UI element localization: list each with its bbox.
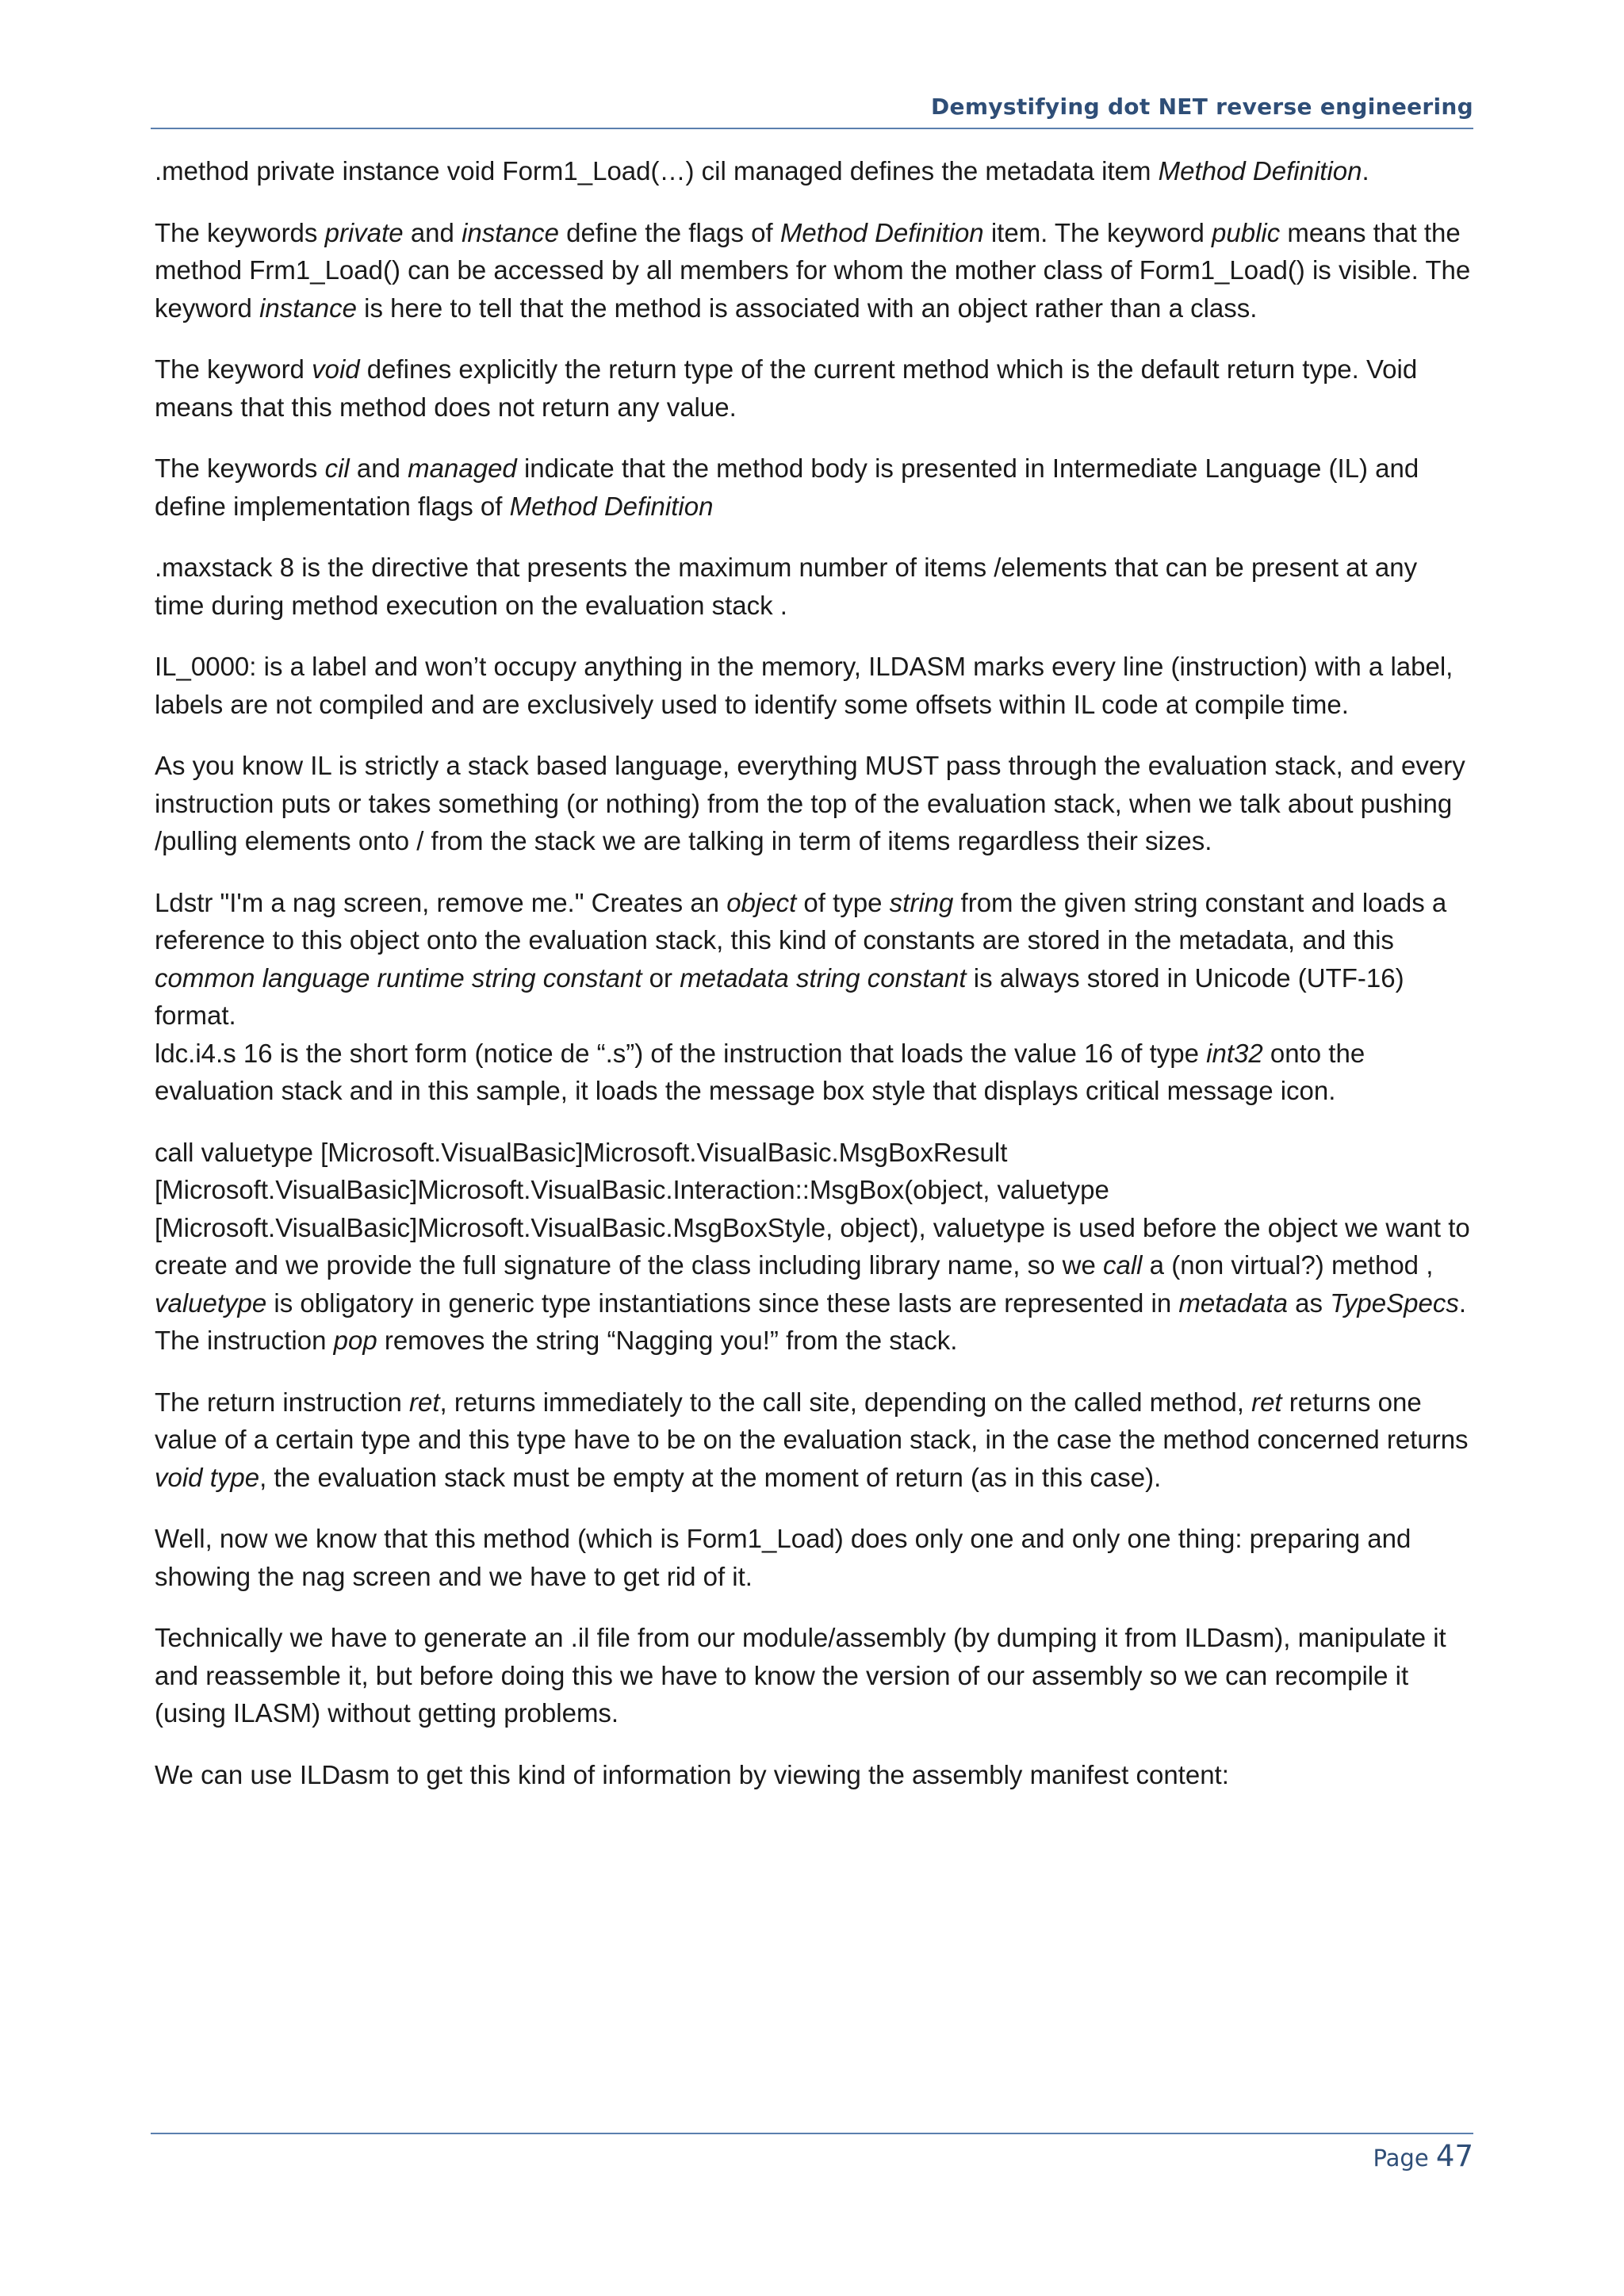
paragraph-ildasm-manifest: We can use ILDasm to get this kind of information by viewing the assembly manifest content: bbox=[155, 1759, 1229, 1789]
paragraph-il-label: IL_0000: is a label and won’t occupy anything in the memory, ILDASM marks every line (instruction) with a label, labels are not compiled and are exclusively used to identify some offsets within IL code at compile time. bbox=[155, 652, 1454, 719]
paragraph-maxstack: .maxstack 8 is the directive that presents the maximum number of items /elements that can be present at any time during method execution on the evaluation stack . bbox=[155, 553, 1418, 620]
paragraph-method-flags: The keywords private and instance define the flags of Method Definition item. The keyword public means that the method Frm1_Load() can be accessed by all members for whom the mother class of Form1_Load() is visible. The keyword instance is here to tell that the method is associated with an object rather than a class. bbox=[155, 217, 1471, 323]
paragraph-form1-load-summary: Well, now we know that this method (which is Form1_Load) does only one and only one thing: preparing and showing the nag screen and we have to get rid of it. bbox=[155, 1524, 1411, 1591]
body-text bbox=[155, 152, 1473, 1817]
paragraph-stack-based: As you know IL is strictly a stack based language, everything MUST pass through the evaluation stack, and every instruction puts or takes something (or nothing) from the top of the evaluation stack, when we talk about pushing /pulling elements onto / from the stack we are talking in term of items regardless their sizes. bbox=[155, 751, 1465, 855]
footer-divider bbox=[151, 2133, 1473, 2134]
paragraph-void-keyword: The keyword void defines explicitly the return type of the current method which is the default return type. Void means that this method does not return any value. bbox=[155, 354, 1418, 422]
paragraph-pop: The instruction pop removes the string “Nagging you!” from the stack. bbox=[155, 1326, 958, 1355]
paragraph-ldc-i4-s: ldc.i4.s 16 is the short form (notice de “.s”) of the instruction that loads the value 16 of type int32 onto the evaluation stack and in this sample, it loads the message box style that displays critical message icon. bbox=[155, 1038, 1365, 1105]
page-number bbox=[1373, 2139, 1473, 2173]
paragraph-ldstr: Ldstr "I'm a nag screen, remove me." Creates an object of type string from the given string constant and loads a reference to this object onto the evaluation stack, this kind of constants are stored in the metadata, and this common language runtime string constant or metadata string constant is always stored in Unicode (UTF-16) format. bbox=[155, 887, 1447, 1030]
paragraph-call-valuetype: call valuetype [Microsoft.VisualBasic]Microsoft.VisualBasic.MsgBoxResult [Microsoft.VisualBasic]Microsoft.VisualBasic.Interaction::MsgBox(object, valuetype [Microsoft.VisualBasic]Microsoft.VisualBasic.MsgBoxStyle, object), valuetype is used before the object we want to create and we provide the full signature of the class including library name, so we call a (non virtual?) method , valuetype is obligatory in generic type instantiations since these lasts are represented in metadata as TypeSpecs. bbox=[155, 1137, 1470, 1318]
paragraph-technically: Technically we have to generate an .il file from our module/assembly (by dumping it from ILDasm), manipulate it and reassemble it, but before doing this we have to know the version of our assembly so we can recompile it (using ILASM) without getting problems. bbox=[155, 1623, 1446, 1728]
paragraph-ret: The return instruction ret, returns immediately to the call site, depending on the called method, ret returns one value of a certain type and this type have to be on the evaluation stack, in the case the method concerned returns void type, the evaluation stack must be empty at the moment of return (as in this case). bbox=[155, 1387, 1469, 1492]
paragraph-method-definition: .method private instance void Form1_Load(…) cil managed defines the metadata item Method Definition. bbox=[155, 156, 1369, 186]
header-divider bbox=[151, 128, 1473, 129]
running-header-title: Demystifying dot NET reverse engineering bbox=[931, 94, 1473, 120]
page-number-value: 47 bbox=[1435, 2139, 1473, 2173]
page-label: Page bbox=[1373, 2145, 1436, 2172]
paragraph-cil-managed: The keywords cil and managed indicate that the method body is presented in Intermediate Language (IL) and define implementation flags of Method Definition bbox=[155, 453, 1419, 521]
